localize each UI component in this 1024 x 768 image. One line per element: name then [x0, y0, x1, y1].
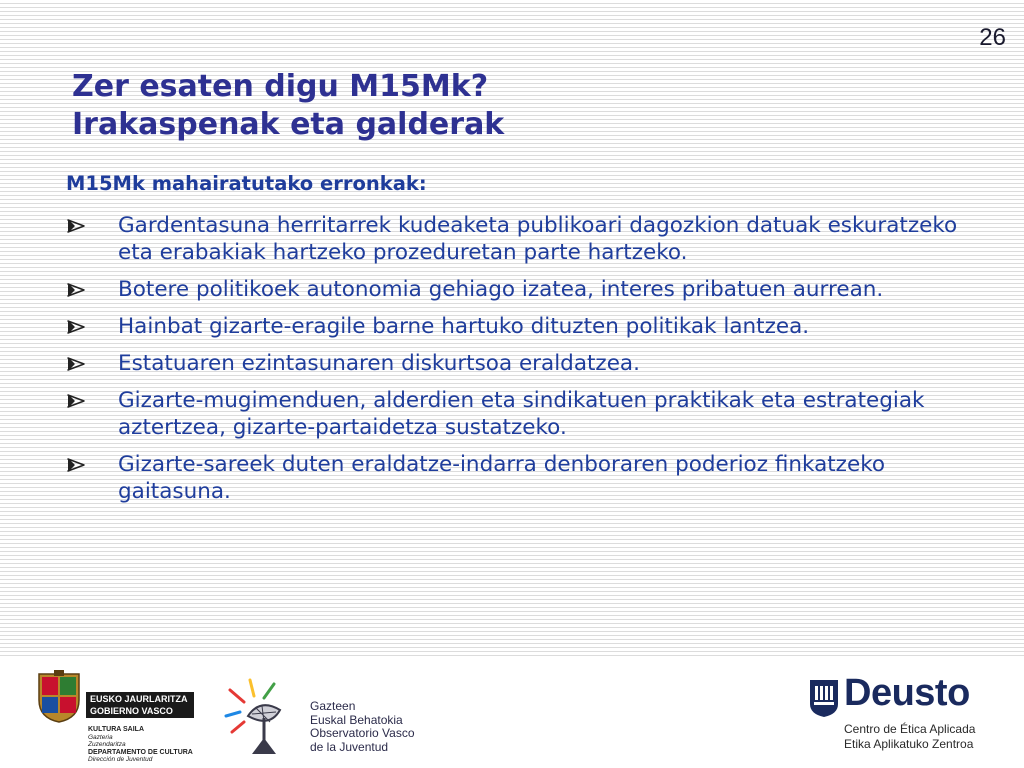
- bullet-item: [66, 451, 966, 505]
- arrow-bullet-icon: [66, 458, 86, 472]
- eusko-name-box: [86, 692, 194, 718]
- bullet-text: Gizarte-mugimenduen, alderdien eta sindikatuen praktikak eta estrategiak aztertzea, gizarte-partaidetza sustatzeko.: [118, 388, 925, 440]
- eusko-jaurlaritza-logo: [36, 670, 206, 762]
- eusko-line-1: EUSKO JAURLARITZA: [90, 694, 188, 704]
- arrow-bullet-icon: [66, 283, 86, 297]
- title-line-2: Irakaspenak eta galderak: [72, 107, 505, 142]
- eusko-dept-sub: Dirección de Juventud: [88, 756, 153, 763]
- eusko-sail-sub-2: Zuzendaritza: [88, 741, 126, 748]
- gazteen-line-1: Gazteen: [310, 699, 356, 713]
- deusto-line-1: Centro de Ética Aplicada: [844, 722, 976, 736]
- deusto-subtitle: [844, 722, 975, 752]
- bullet-item: [66, 212, 966, 266]
- logo-footer: [0, 658, 1024, 768]
- deusto-logo: [808, 672, 1008, 758]
- eusko-dept: DEPARTAMENTO DE CULTURA: [88, 748, 193, 756]
- bullet-text: Botere politikoek autonomia gehiago izatea, interes pribatuen aurrean.: [118, 277, 884, 302]
- bullet-item: [66, 387, 966, 441]
- deusto-name: Deusto: [844, 672, 970, 714]
- eusko-line-2: GOBIERNO VASCO: [90, 706, 173, 716]
- arrow-bullet-icon: [66, 219, 86, 233]
- gazteen-line-2: Euskal Behatokia: [310, 712, 403, 727]
- bullet-list: [66, 212, 966, 515]
- bullet-item: [66, 276, 966, 303]
- arrow-bullet-icon: [66, 320, 86, 334]
- eusko-department-text: [88, 726, 193, 764]
- bullet-text: Gizarte-sareek duten eraldatze-indarra denboraren poderioz finkatzeko gaitasuna.: [118, 452, 886, 504]
- arrow-bullet-icon: [66, 394, 86, 408]
- deusto-line-2: Etika Aplikatuko Zentroa: [844, 737, 974, 751]
- title-line-1: Zer esaten digu M15Mk?: [72, 69, 489, 104]
- satellite-dish-icon: [222, 676, 306, 760]
- slide-title: [72, 68, 504, 144]
- bullet-item: [66, 313, 966, 340]
- deusto-building-icon: [808, 678, 840, 718]
- coat-of-arms-icon: [36, 670, 82, 724]
- gazteen-behatokia-logo: [222, 676, 422, 766]
- section-subtitle: M15Mk mahairatutako erronkak:: [66, 172, 427, 195]
- bullet-text: Gardentasuna herritarrek kudeaketa publikoari dagozkion datuak eskuratzeko eta erabakiak hartzeko prozeduretan parte hartzeko.: [118, 213, 958, 265]
- bullet-text: Hainbat gizarte-eragile barne hartuko dituzten politikak lantzea.: [118, 314, 810, 339]
- gazteen-line-4: de la Juventud: [310, 739, 389, 754]
- arrow-bullet-icon: [66, 357, 86, 371]
- page-number: 26: [979, 24, 1006, 51]
- eusko-sail: KULTURA SAILA: [88, 726, 144, 733]
- bullet-text: Estatuaren ezintasunaren diskurtsoa eraldatzea.: [118, 351, 640, 376]
- gazteen-text: [310, 700, 415, 754]
- eusko-sail-sub-1: Gazteria: [88, 733, 113, 741]
- gazteen-line-3: Observatorio Vasco: [310, 726, 415, 740]
- bullet-item: [66, 350, 966, 377]
